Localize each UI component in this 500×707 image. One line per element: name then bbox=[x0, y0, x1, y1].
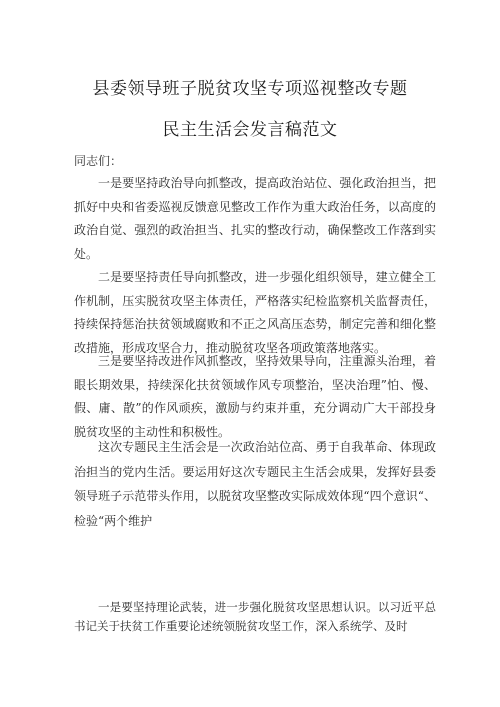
document-title-line-2: 民主生活会发言稿范文 bbox=[162, 120, 338, 140]
document-title-line-1: 县委领导班子脱贫攻坚专项巡视整改专题 bbox=[92, 79, 408, 99]
greeting: 同志们： bbox=[74, 154, 123, 168]
paragraph-4: 这次专题民主生活会是一次政治站位高、勇于自我革命、体现政治担当的党内生活。要运用好这次专题民主生活会成果，发挥好县委领导班子示范带头作用，以脱贫攻坚整改实际成效体现“四个意识“、检验“两个维护 bbox=[74, 440, 436, 528]
paragraph-2: 二是要坚持责任导向抓整改，进一步强化组织领导，建立健全工作机制，压实脱贫攻坚主体责任，严格落实纪检监察机关监督责任，持续保持惩治扶贫领域腐败和不正之风高压态势，制定完善和细化整改措施，形成攻坚合力，推动脱贫攻坚各项政策落地落实。 bbox=[74, 270, 436, 355]
paragraph-1: 一是要坚持政治导向抓整改，提高政治站位、强化政治担当，把抓好中央和省委巡视反馈意见整改工作作为重大政治任务，以高度的政治自觉、强烈的政治担当、扎实的整改行动，确保整改工作落到实处。 bbox=[74, 176, 436, 261]
paragraph-5: 一是要坚持理论武装，进一步强化脱贫攻坚思想认识。以习近平总书记关于扶贫工作重要论述统领脱贫攻坚工作，深入系统学、及时 bbox=[74, 600, 436, 633]
paragraph-3: 三是要坚持改进作风抓整改，坚持效果导向，注重源头治理，着眼长期效果，持续深化扶贫领域作风专项整治，坚决治理”怕、慢、假、庸、散”的作风顽疾，激励与约束并重，充分调动广大干部投身脱贫攻坚的主动性和积极性。 bbox=[74, 354, 436, 439]
